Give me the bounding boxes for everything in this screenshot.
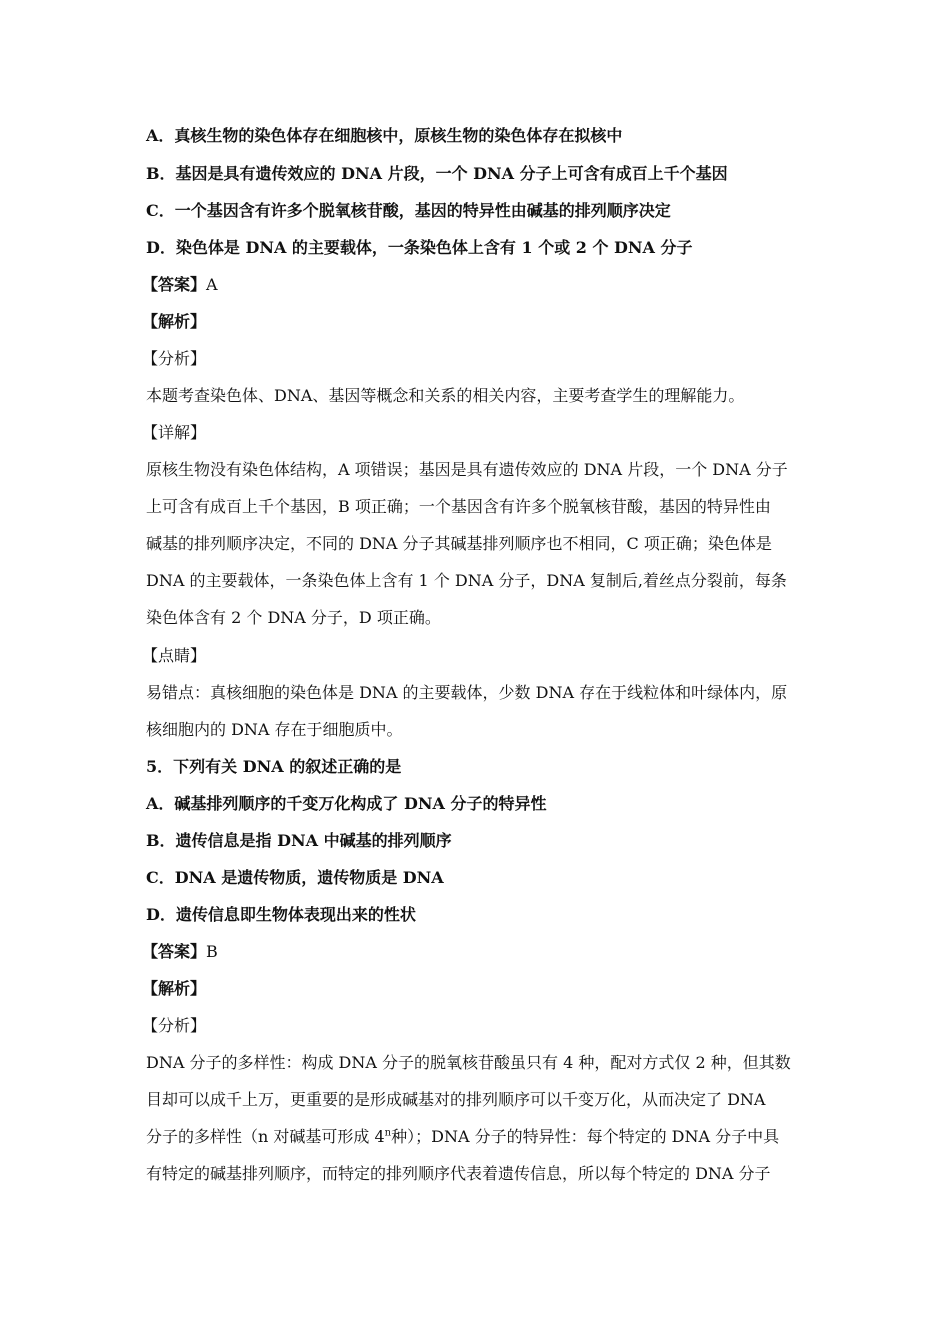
q5-fenxi-line: 目却可以成千上万，更重要的是形成碱基对的排列顺序可以千变万化，从而决定了 DNA — [146, 1090, 766, 1109]
q4-fenxi-text: 本题考查染色体、DNA、基因等概念和关系的相关内容，主要考查学生的理解能力。 — [146, 386, 745, 405]
superscript-n: n — [384, 1127, 392, 1139]
q4-dianjing-line: 核细胞内的 DNA 存在于细胞质中。 — [146, 720, 403, 739]
q4-dianjing-line: 易错点：真核细胞的染色体是 DNA 的主要载体，少数 DNA 存在于线粒体和叶绿体内，原 — [146, 683, 788, 702]
q4-option-b: B．基因是具有遗传效应的 DNA 片段，一个 DNA 分子上可含有成百上千个基因 — [146, 164, 728, 183]
q4-xiangjie-label: 【详解】 — [142, 423, 207, 442]
answer-label: 【答案】 — [142, 942, 207, 961]
q5-answer — [142, 941, 804, 963]
q5-stem: 5．下列有关 DNA 的叙述正确的是 — [146, 757, 402, 776]
q5-option-d: D．遗传信息即生物体表现出来的性状 — [146, 905, 416, 924]
q4-option-d: D．染色体是 DNA 的主要载体，一条染色体上含有 1 个或 2 个 DNA 分子 — [146, 238, 693, 257]
q5-fenxi-label: 【分析】 — [142, 1016, 207, 1035]
fenxi-text-part: 种）；DNA 分子的特异性：每个特定的 DNA 分子中具 — [391, 1127, 780, 1146]
q4-xiangjie-line: 上可含有成百上千个基因，B 项正确；一个基因含有许多个脱氧核苷酸，基因的特异性由 — [146, 497, 771, 516]
q5-option-b: B．遗传信息是指 DNA 中碱基的排列顺序 — [146, 831, 452, 850]
q4-option-a: A．真核生物的染色体存在细胞核中，原核生物的染色体存在拟核中 — [146, 126, 623, 145]
q5-fenxi-line — [146, 1126, 808, 1148]
q4-option-c: C．一个基因含有许多个脱氧核苷酸，基因的特异性由碱基的排列顺序决定 — [146, 201, 671, 220]
q5-option-c: C．DNA 是遗传物质，遗传物质是 DNA — [146, 868, 444, 887]
q4-xiangjie-line: 原核生物没有染色体结构，A 项错误；基因是具有遗传效应的 DNA 片段，一个 DNA 分子 — [146, 460, 788, 479]
q5-option-a: A．碱基排列顺序的千变万化构成了 DNA 分子的特异性 — [146, 794, 547, 813]
answer-label: 【答案】 — [142, 275, 207, 294]
q4-xiangjie-line: 染色体含有 2 个 DNA 分子，D 项正确。 — [146, 608, 441, 627]
q4-answer — [142, 274, 804, 296]
q4-fenxi-label: 【分析】 — [142, 349, 207, 368]
q5-fenxi-line: 有特定的碱基排列顺序，而特定的排列顺序代表着遗传信息，所以每个特定的 DNA 分子 — [146, 1164, 771, 1183]
fenxi-text-part: 分子的多样性（n 对碱基可形成 4 — [146, 1127, 385, 1146]
q4-xiangjie-line: 碱基的排列顺序决定，不同的 DNA 分子其碱基排列顺序也不相同，C 项正确；染色体是 — [146, 534, 772, 553]
q4-jiexi-label: 【解析】 — [142, 312, 207, 331]
q5-jiexi-label: 【解析】 — [142, 979, 207, 998]
answer-value: A — [206, 275, 218, 294]
q5-fenxi-line: DNA 分子的多样性：构成 DNA 分子的脱氧核苷酸虽只有 4 种，配对方式仅 2 种，但其数 — [146, 1053, 791, 1072]
answer-value: B — [206, 942, 218, 961]
q4-xiangjie-line: DNA 的主要载体，一条染色体上含有 1 个 DNA 分子，DNA 复制后,着丝点分裂前，每条 — [146, 571, 787, 590]
q4-dianjing-label: 【点睛】 — [142, 646, 207, 665]
